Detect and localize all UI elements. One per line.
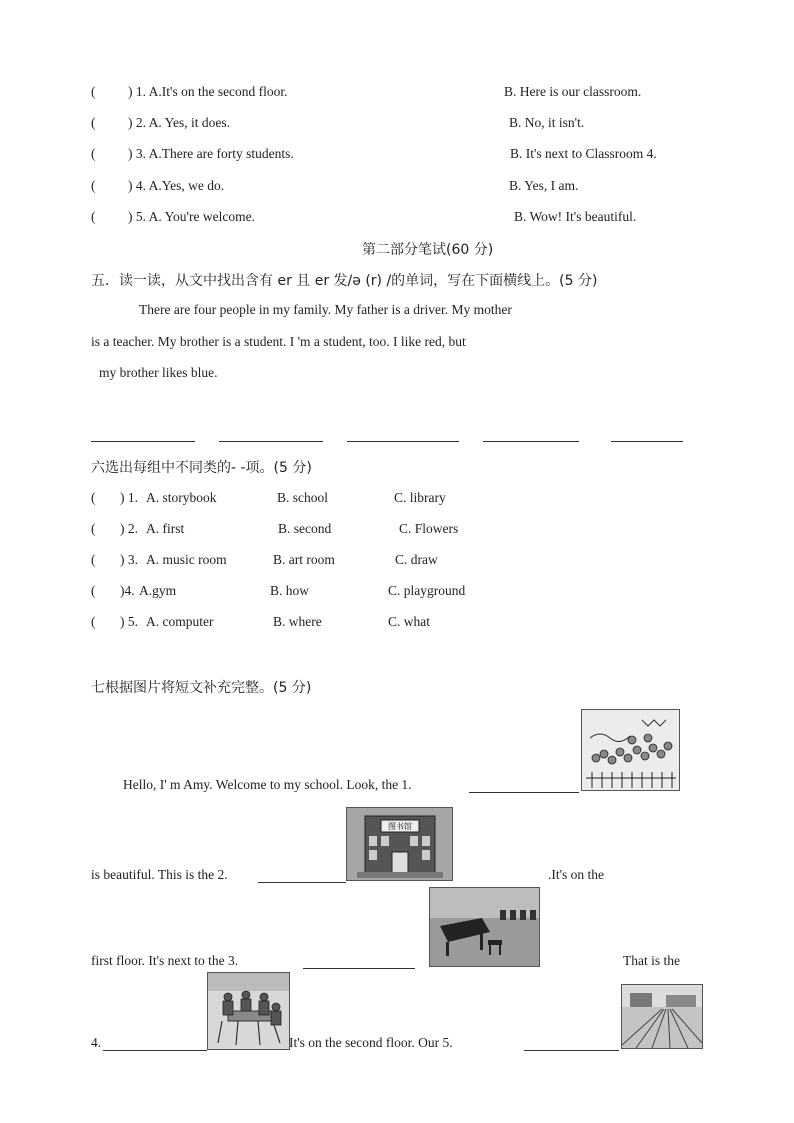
story-line-1: Hello, I' m Amy. Welcome to my school. Look, the 1. [123,777,412,792]
listening-item-5: ) 5. A. You're welcome. [128,209,255,224]
option-a: A.gym [139,583,177,598]
answer-line-4[interactable] [103,1050,207,1051]
answer-line[interactable] [347,441,459,442]
piano-icon [430,888,539,966]
garden-picture [581,709,680,791]
answer-line-2[interactable] [258,882,346,883]
flower-garden-icon [582,710,679,790]
option-b: B. how [270,583,310,598]
library-building-icon [347,808,452,880]
classroom-picture [207,972,290,1050]
option-b: B. No, it isn't. [509,115,585,130]
story-line-2: is beautiful. This is the 2. [91,867,228,882]
answer-line[interactable] [219,441,323,442]
playground-picture [621,984,703,1049]
story-line-4: 4. [91,1035,102,1050]
answer-paren[interactable]: ( [91,146,96,161]
library-picture [346,807,453,881]
answer-paren[interactable]: ( [91,490,96,505]
section6-title: 六选出每组中不同类的- -项。(5 分) [91,460,312,476]
listening-item-4: ) 4. A.Yes, we do. [128,178,225,193]
item-number: ) 2. [120,521,138,536]
item-number: ) 3. [120,552,138,567]
option-a: A. first [146,521,185,536]
answer-line[interactable] [483,441,579,442]
option-b: B. It's next to Classroom 4. [510,146,657,161]
option-b: B. Yes, I am. [509,178,579,193]
story-line-2-end: .It's on the [548,867,605,882]
story-line-3-end: That is the [623,953,680,968]
answer-line[interactable] [611,441,683,442]
part2-title: 第二部分笔试(60 分) [362,242,494,258]
option-c: C. library [394,490,446,505]
item-number: ) 5. [120,614,138,629]
answer-line-3[interactable] [303,968,415,969]
story-line-3: first floor. It's next to the 3. [91,953,239,968]
library-sign: 图书馆 [388,822,412,831]
answer-paren[interactable]: ( [91,521,96,536]
option-b: B. Here is our classroom. [504,84,642,99]
playground-track-icon [622,985,702,1048]
item-number: ) 1. [120,490,138,505]
passage-line: my brother likes blue. [99,365,218,380]
listening-item-2: ) 2. A. Yes, it does. [128,115,231,130]
option-b: B. Wow! It's beautiful. [514,209,637,224]
option-c: C. what [388,614,430,629]
option-b: B. school [277,490,329,505]
answer-paren[interactable]: ( [91,84,96,99]
answer-paren[interactable]: ( [91,552,96,567]
section7-title: 七根据图片将短文补充完整。(5 分) [91,680,312,696]
option-c: C. playground [388,583,466,598]
answer-line-1[interactable] [469,792,579,793]
item-number: )4. [120,583,135,598]
option-b: B. where [273,614,322,629]
listening-item-3: ) 3. A.There are forty students. [128,146,294,161]
option-b: B. second [278,521,332,536]
passage-line: is a teacher. My brother is a student. I 'm a student, too. I like red, but [91,334,466,349]
option-c: C. Flowers [399,521,459,536]
passage-line: There are four people in my family. My father is a driver. My mother [139,302,512,317]
answer-line-5[interactable] [524,1050,619,1051]
answer-line[interactable] [91,441,195,442]
section5-title: 五．读一读，从文中找出含有 er 且 er 发/ə (r) /的单词，写在下面横线上。(5 分) [91,273,598,289]
answer-paren[interactable]: ( [91,178,96,193]
option-b: B. art room [273,552,335,567]
answer-paren[interactable]: ( [91,115,96,130]
option-a: A. computer [146,614,214,629]
listening-item-1: ) 1. A.It's on the second floor. [128,84,288,99]
answer-paren[interactable]: ( [91,614,96,629]
answer-paren[interactable]: ( [91,209,96,224]
option-a: A. storybook [146,490,217,505]
people-at-table-icon [208,973,289,1049]
option-a: A. music room [146,552,227,567]
answer-paren[interactable]: ( [91,583,96,598]
music-room-picture [429,887,540,967]
story-line-4-mid: It's on the second floor. Our 5. [289,1035,453,1050]
option-c: C. draw [395,552,438,567]
